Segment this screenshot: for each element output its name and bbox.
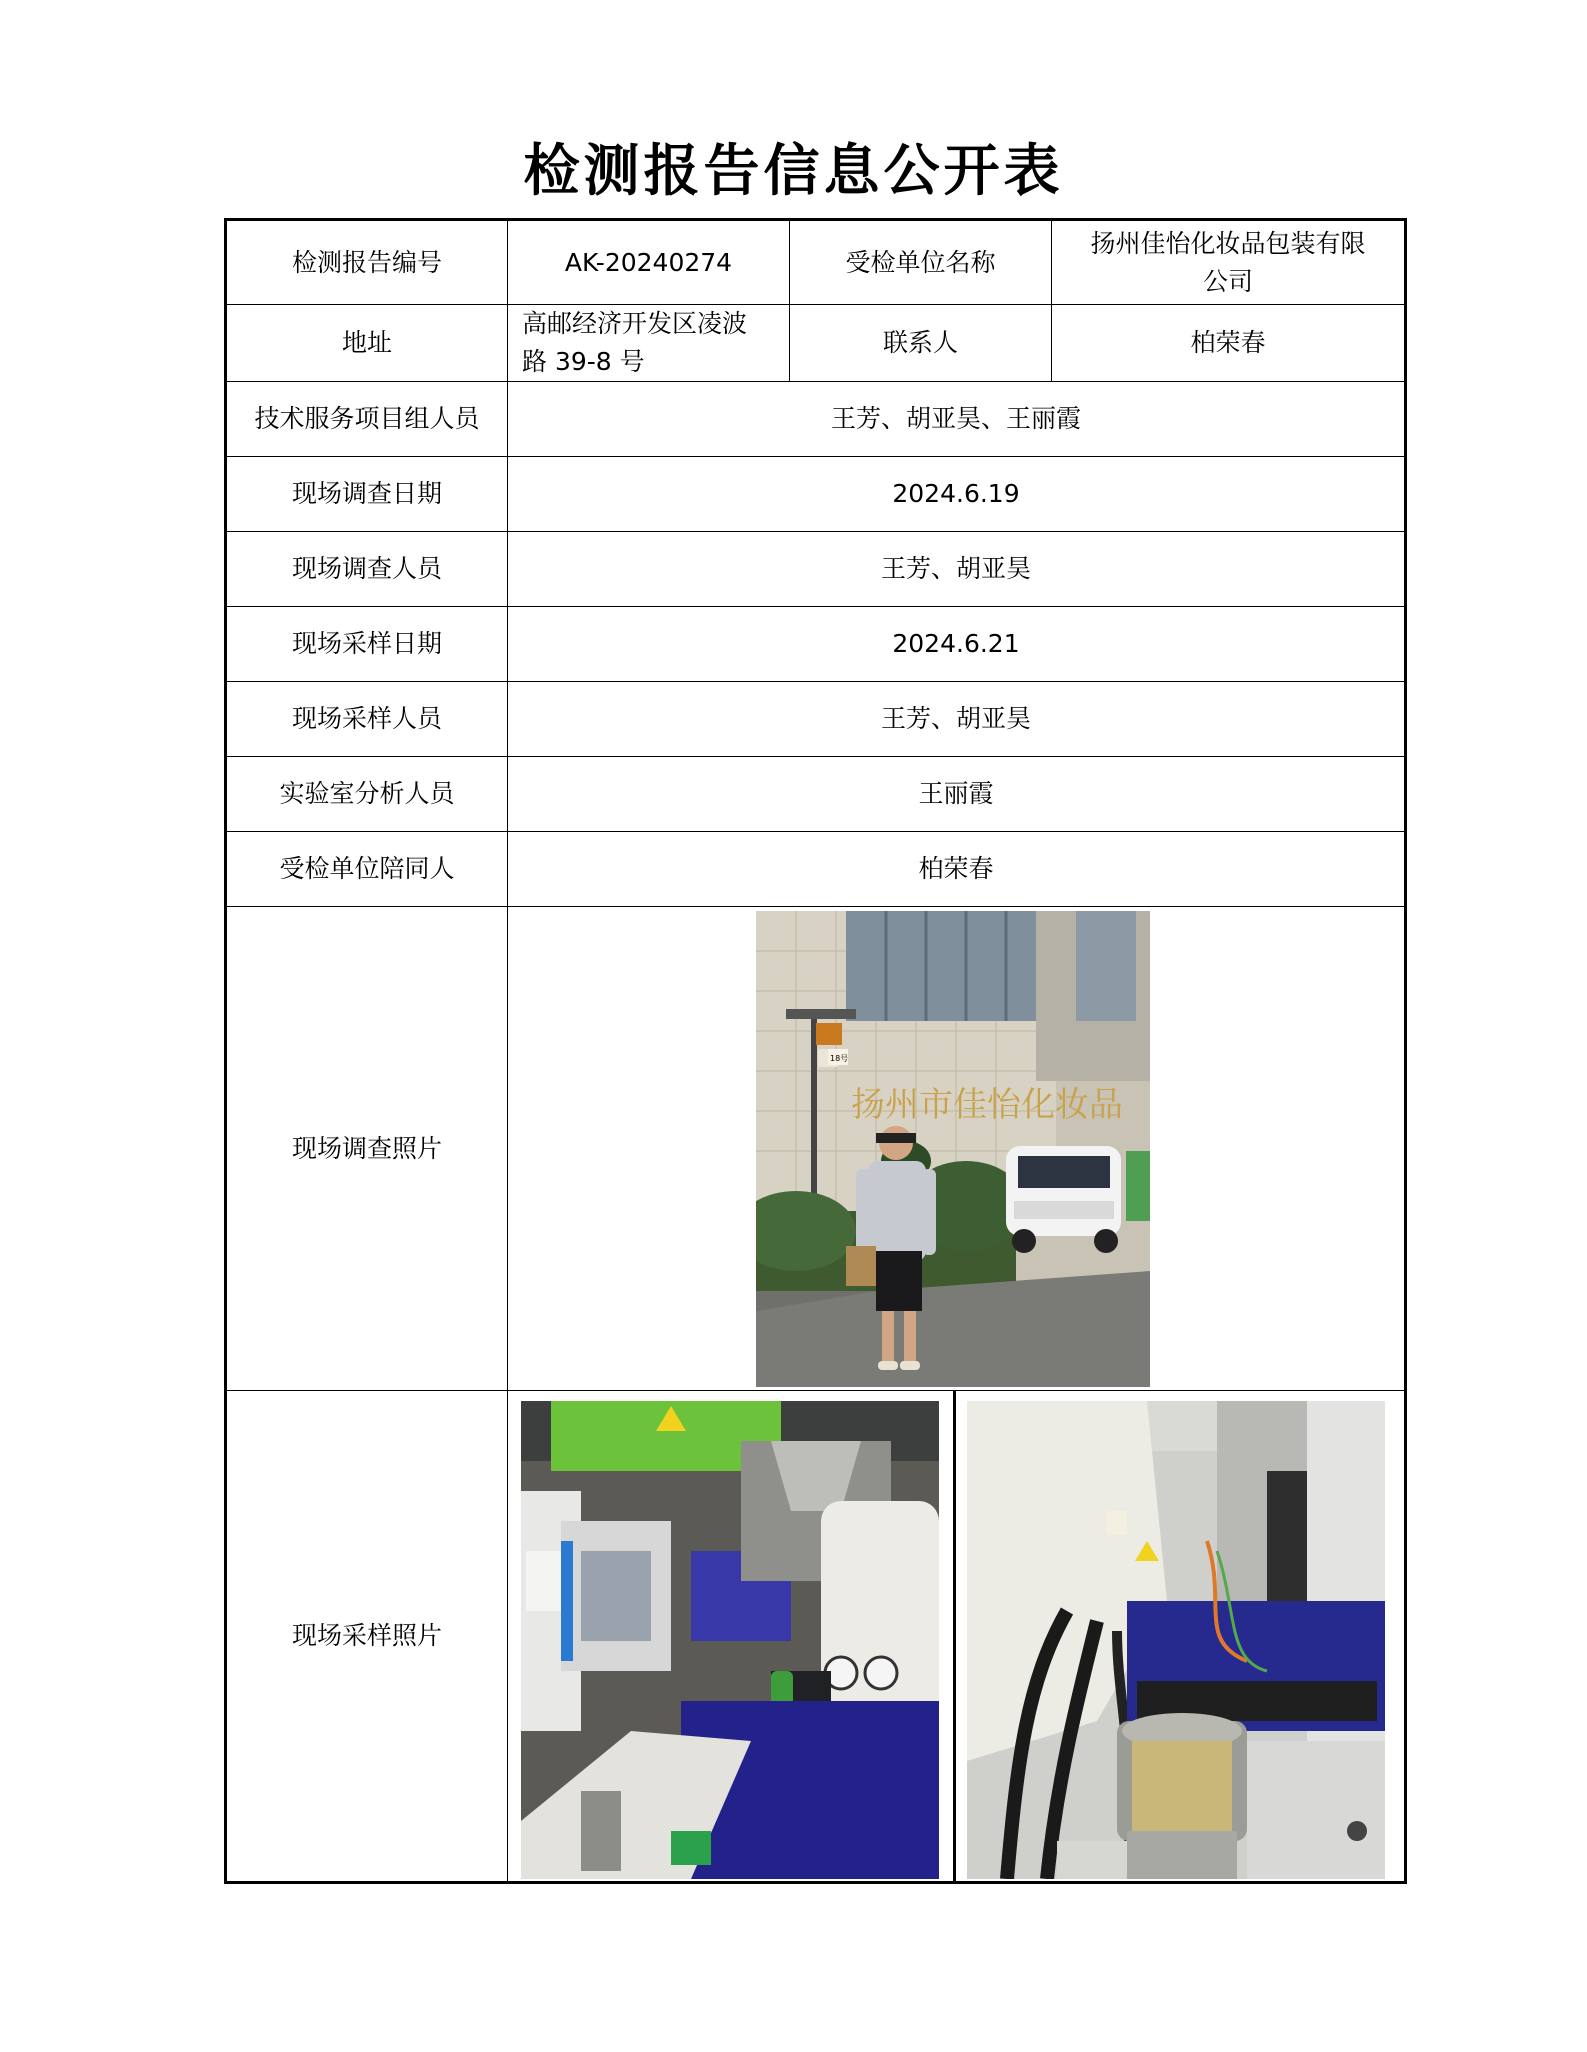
report-table [224, 218, 1407, 1884]
survey-plate-text: 18号 [830, 1054, 849, 1063]
survey-sign-text: 扬州市佳怡化妆品 [851, 1085, 1123, 1125]
row-value: 2024.6.21 [508, 607, 1406, 682]
table-row [226, 607, 1406, 682]
row-label: 现场采样日期 [226, 607, 508, 682]
row-value: 2024.6.19 [508, 457, 1406, 532]
sampling-photo-1 [521, 1401, 939, 1879]
address-value [508, 305, 790, 382]
table-row [226, 757, 1406, 832]
sampling-photo-1-image [521, 1401, 939, 1879]
table-row [226, 382, 1406, 457]
address-label: 地址 [226, 305, 508, 382]
sampling-photo-2-image [967, 1401, 1385, 1879]
table-row-address [226, 305, 1406, 382]
row-label: 实验室分析人员 [226, 757, 508, 832]
sampling-photo-cell [508, 1391, 1406, 1883]
unit-name-label: 受检单位名称 [790, 220, 1052, 305]
sampling-photo-2 [967, 1401, 1385, 1879]
report-no-value: AK-20240274 [508, 220, 790, 305]
survey-photo-label: 现场调查照片 [226, 907, 508, 1391]
row-label: 技术服务项目组人员 [226, 382, 508, 457]
table-row-report-no [226, 220, 1406, 305]
row-value: 王芳、胡亚昊 [508, 682, 1406, 757]
row-value: 王丽霞 [508, 757, 1406, 832]
row-label: 现场调查日期 [226, 457, 508, 532]
row-value: 王芳、胡亚昊 [508, 532, 1406, 607]
unit-name-value [1052, 220, 1406, 305]
unit-name-line1: 扬州佳怡化妆品包装有限 [1090, 228, 1366, 258]
photo-divider [953, 1391, 956, 1881]
survey-photo-image [756, 911, 1150, 1387]
table-row [226, 457, 1406, 532]
row-label: 受检单位陪同人 [226, 832, 508, 907]
table-row-sampling-photo [226, 1391, 1406, 1883]
table-row [226, 682, 1406, 757]
address-line2: 路 39-8 号 [522, 347, 645, 376]
address-line1: 高邮经济开发区凌波 [522, 309, 748, 338]
table-row [226, 532, 1406, 607]
row-label: 现场采样人员 [226, 682, 508, 757]
contact-label: 联系人 [790, 305, 1052, 382]
contact-value: 柏荣春 [1052, 305, 1406, 382]
page-title: 检测报告信息公开表 [523, 139, 1064, 204]
survey-photo-cell [508, 907, 1406, 1391]
unit-name-line2: 公司 [1202, 266, 1253, 296]
row-value: 王芳、胡亚昊、王丽霞 [508, 382, 1406, 457]
table-row-survey-photo [226, 907, 1406, 1391]
row-label: 现场调查人员 [226, 532, 508, 607]
survey-photo [756, 911, 1150, 1387]
row-value: 柏荣春 [508, 832, 1406, 907]
table-row [226, 832, 1406, 907]
report-no-label: 检测报告编号 [226, 220, 508, 305]
sampling-photo-label: 现场采样照片 [226, 1391, 508, 1883]
